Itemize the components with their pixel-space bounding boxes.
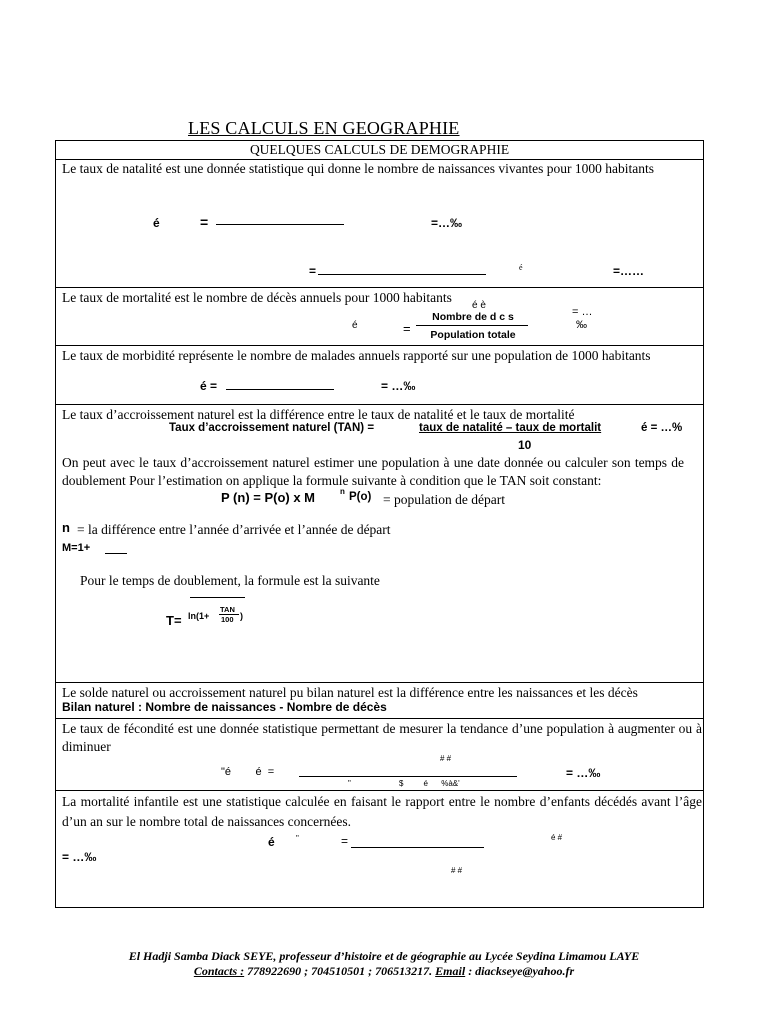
infantile-definition: La mortalité infantile est une statistique calculée en faisant le rapport entre le nombre d’enfants décédés avant l’âge d’un an sur le nombre total de naissances concernées. <box>62 794 702 829</box>
mortalite-fraction-bar <box>416 325 528 326</box>
fecondite-blank <box>299 776 517 777</box>
natalite-formula2-blank <box>318 274 486 275</box>
n-text: = la différence entre l’année d’arrivée et l’année de départ <box>77 522 391 537</box>
infantile-quote: " <box>296 834 299 843</box>
po-text: = population de départ <box>383 492 505 507</box>
footer-contacts <box>0 964 768 979</box>
natalite-definition: Le taux de natalité est une donnée statistique qui donne le nombre de naissances vivantes pour 1000 habitants <box>62 161 654 176</box>
footer-author: El Hadji Samba Diack SEYE, professeur d’histoire et de géographie au Lycée Seydina Limamou LAYE <box>128 949 640 963</box>
solde-formula: Bilan naturel : Nombre de naissances - Nombre de décès <box>62 700 387 714</box>
natalite-row <box>56 159 703 287</box>
mortalite-definition: Le taux de mortalité est le nombre de décès annuels pour 1000 habitants <box>62 290 452 305</box>
pn-exponent: n <box>340 487 345 496</box>
infantile-small-right: é # <box>551 833 563 842</box>
mortalite-denominator: Population totale <box>430 329 516 341</box>
accroissement-row <box>56 404 703 682</box>
calculations-table <box>55 140 704 908</box>
footer-email[interactable]: : diackseye@yahoo.fr <box>465 964 575 978</box>
tan-formula-tail: é = …% <box>641 422 683 434</box>
section-header: QUELQUES CALCULS DE DEMOGRAPHIE <box>249 142 510 157</box>
morbidite-result: = …‰ <box>381 379 416 393</box>
mortalite-e: é <box>352 320 358 331</box>
footer-email-label: Email <box>435 964 466 978</box>
mortalite-accents: é è <box>472 300 486 311</box>
mortalite-result-bottom: ‰ <box>576 319 587 331</box>
solde-row <box>56 682 703 718</box>
solde-definition: Le solde naturel ou accroissement naturel pu bilan naturel est la différence entre les naissances et les décès <box>62 685 638 700</box>
t-100: 100 <box>221 615 234 624</box>
natalite-formula2-result: =…… <box>613 264 645 278</box>
accroissement-definition: Le taux d’accroissement naturel est la différence entre le taux de natalité et le taux de mortalité <box>62 407 575 422</box>
t-ln: ln(1+ <box>188 611 210 621</box>
tan-formula-denominator: 10 <box>518 438 532 452</box>
mortalite-result-top: = … <box>572 306 593 318</box>
fecondite-hash: # # <box>440 754 452 763</box>
morbidite-eq: é = <box>200 379 218 393</box>
fecondite-row <box>56 718 703 790</box>
natalite-formula-result: =…‰ <box>431 216 463 230</box>
infantile-blank <box>351 847 484 848</box>
m-formula: M=1+ <box>62 542 91 554</box>
mortalite-row <box>56 287 703 345</box>
fecondite-definition: Le taux de fécondité est une donnée statistique permettant de mesurer la tendance d’une population à augmenter ou à diminuer <box>62 721 702 754</box>
infantile-e: é <box>268 835 275 849</box>
morbidite-row <box>56 345 703 404</box>
footer-contacts-label: Contacts : <box>193 964 245 978</box>
section-header-row <box>56 141 703 159</box>
n-label: n <box>62 520 70 535</box>
fecondite-under-left: " <box>348 779 351 788</box>
fecondite-under-mid: $ é %à&' <box>399 779 460 788</box>
natalite-formula-eq: = <box>200 214 209 230</box>
t-tan: TAN <box>220 605 235 614</box>
infantile-hash: # # <box>451 866 463 875</box>
mortalite-eq: = <box>403 321 411 336</box>
accroissement-paragraph: On peut avec le taux d’accroissement naturel estimer une population à une date donnée ou calculer son temps de doublement Pour l’estimation on applique la formule suivante à condition que le TAN soit constant: <box>62 455 684 488</box>
natalite-formula-blank <box>216 224 344 225</box>
natalite-formula2-small: é <box>519 263 523 272</box>
fecondite-lhs: "é é = <box>221 766 275 778</box>
natalite-formula-e: é <box>153 216 160 230</box>
t-label: T= <box>166 613 182 628</box>
infantile-eq: = <box>341 834 349 848</box>
mortalite-numerator: Nombre de d c s <box>432 311 514 323</box>
infantile-row <box>56 790 703 907</box>
fecondite-result: = …‰ <box>566 766 601 780</box>
footer-phones: 778922690 ; 704510501 ; 706513217. <box>244 964 436 978</box>
pn-formula: P (n) = P(o) x M <box>221 490 316 505</box>
morbidite-definition: Le taux de morbidité représente le nombre de malades annuels rapporté sur une population de 1000 habitants <box>62 348 651 363</box>
tan-formula-numerator: taux de natalité – taux de mortalit <box>419 422 602 434</box>
doubling-numerator-bar <box>190 597 245 598</box>
tan-formula-label: Taux d’accroissement naturel (TAN) = <box>169 422 375 434</box>
doubling-text: Pour le temps de doublement, la formule est la suivante <box>80 573 380 588</box>
t-close: ) <box>240 611 243 621</box>
morbidite-blank <box>226 389 334 390</box>
infantile-result: = …‰ <box>62 850 97 864</box>
natalite-formula2-eq: = <box>309 264 317 278</box>
m-formula-blank <box>105 553 127 554</box>
po-label: P(o) <box>349 491 372 503</box>
page-title: LES CALCULS EN GEOGRAPHIE <box>188 118 460 138</box>
